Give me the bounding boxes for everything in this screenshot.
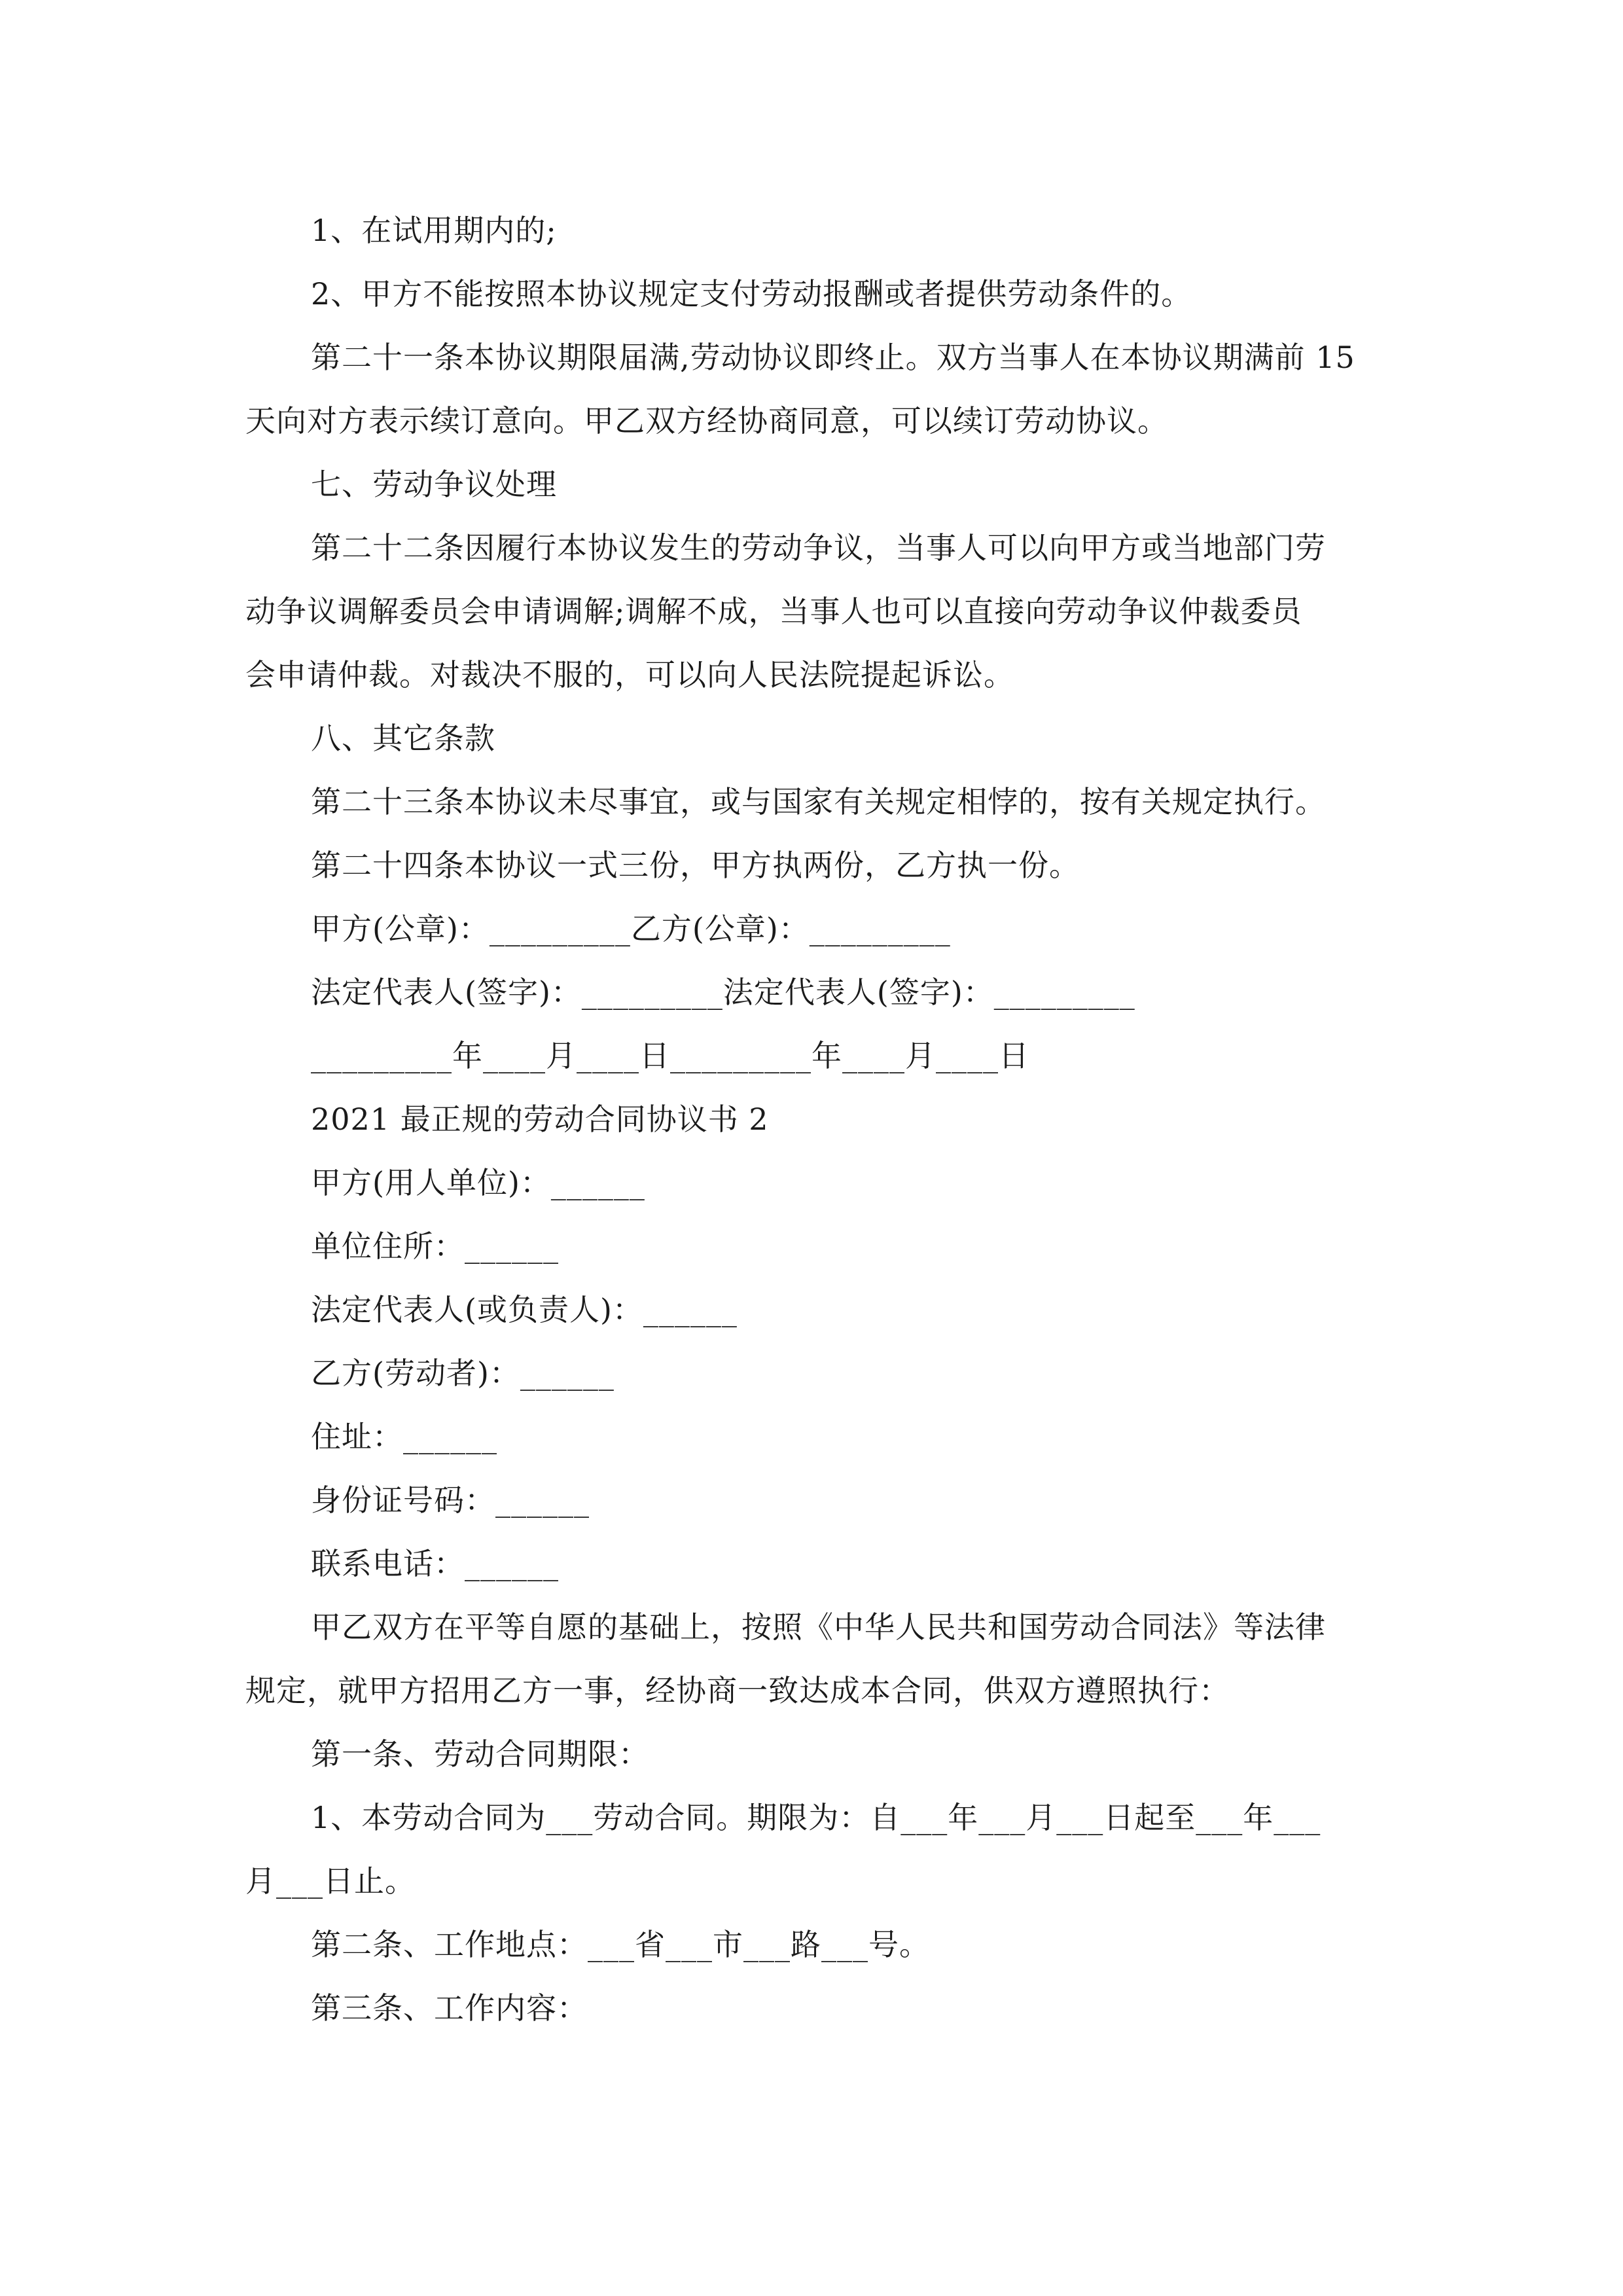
text-line: 甲乙双方在平等自愿的基础上，按照《中华人民共和国劳动合同法》等法律	[311, 1609, 1326, 1645]
form-field-line: 乙方(劳动者)：______	[311, 1355, 615, 1391]
section-heading: 七、劳动争议处理	[311, 467, 557, 502]
text-line: 会申请仲裁。对裁决不服的，可以向人民法院提起诉讼。	[245, 657, 1014, 692]
article-heading: 第一条、劳动合同期限：	[311, 1736, 649, 1772]
signature-line: 甲方(公章)：_________乙方(公章)：_________	[311, 911, 951, 946]
text-line: 天向对方表示续订意向。甲乙双方经协商同意，可以续订劳动协议。	[245, 403, 1168, 439]
form-field-line: 住址：______	[311, 1419, 497, 1454]
form-field-line: 联系电话：______	[311, 1546, 559, 1581]
text-line: 第二条、工作地点：___省___市___路___号。	[311, 1927, 930, 1962]
text-line: 第二十三条本协议未尽事宜，或与国家有关规定相悖的，按有关规定执行。	[311, 784, 1326, 819]
text-line: 1、在试用期内的;	[311, 213, 557, 248]
text-line: 2、甲方不能按照本协议规定支付劳动报酬或者提供劳动条件的。	[311, 276, 1192, 312]
form-field-line: 单位住所：______	[311, 1229, 559, 1264]
form-field-line: 身份证号码：______	[311, 1482, 590, 1518]
section-heading: 八、其它条款	[311, 721, 495, 756]
text-line: 动争议调解委员会申请调解;调解不成，当事人也可以直接向劳动争议仲裁委员	[245, 594, 1302, 629]
signature-line: 法定代表人(签字)：_________法定代表人(签字)：_________	[311, 975, 1135, 1010]
text-line: 1、本劳动合同为___劳动合同。期限为：自___年___月___日起至___年___	[311, 1800, 1321, 1835]
form-field-line: 甲方(用人单位)：______	[311, 1165, 645, 1200]
text-line: 规定，就甲方招用乙方一事，经协商一致达成本合同，供双方遵照执行：	[245, 1673, 1230, 1708]
text-line: 第二十二条因履行本协议发生的劳动争议，当事人可以向甲方或当地部门劳	[311, 530, 1326, 565]
text-line: 第二十一条本协议期限届满,劳动协议即终止。双方当事人在本协议期满前 15	[311, 340, 1355, 375]
text-line: 月___日止。	[245, 1863, 416, 1899]
date-line: _________年____月____日_________年____月____日	[311, 1038, 1029, 1073]
text-line: 第二十四条本协议一式三份，甲方执两份，乙方执一份。	[311, 848, 1080, 883]
form-field-line: 法定代表人(或负责人)：______	[311, 1292, 738, 1327]
document-title: 2021 最正规的劳动合同协议书 2	[311, 1102, 769, 1137]
text-line: 第三条、工作内容：	[311, 1990, 588, 2026]
